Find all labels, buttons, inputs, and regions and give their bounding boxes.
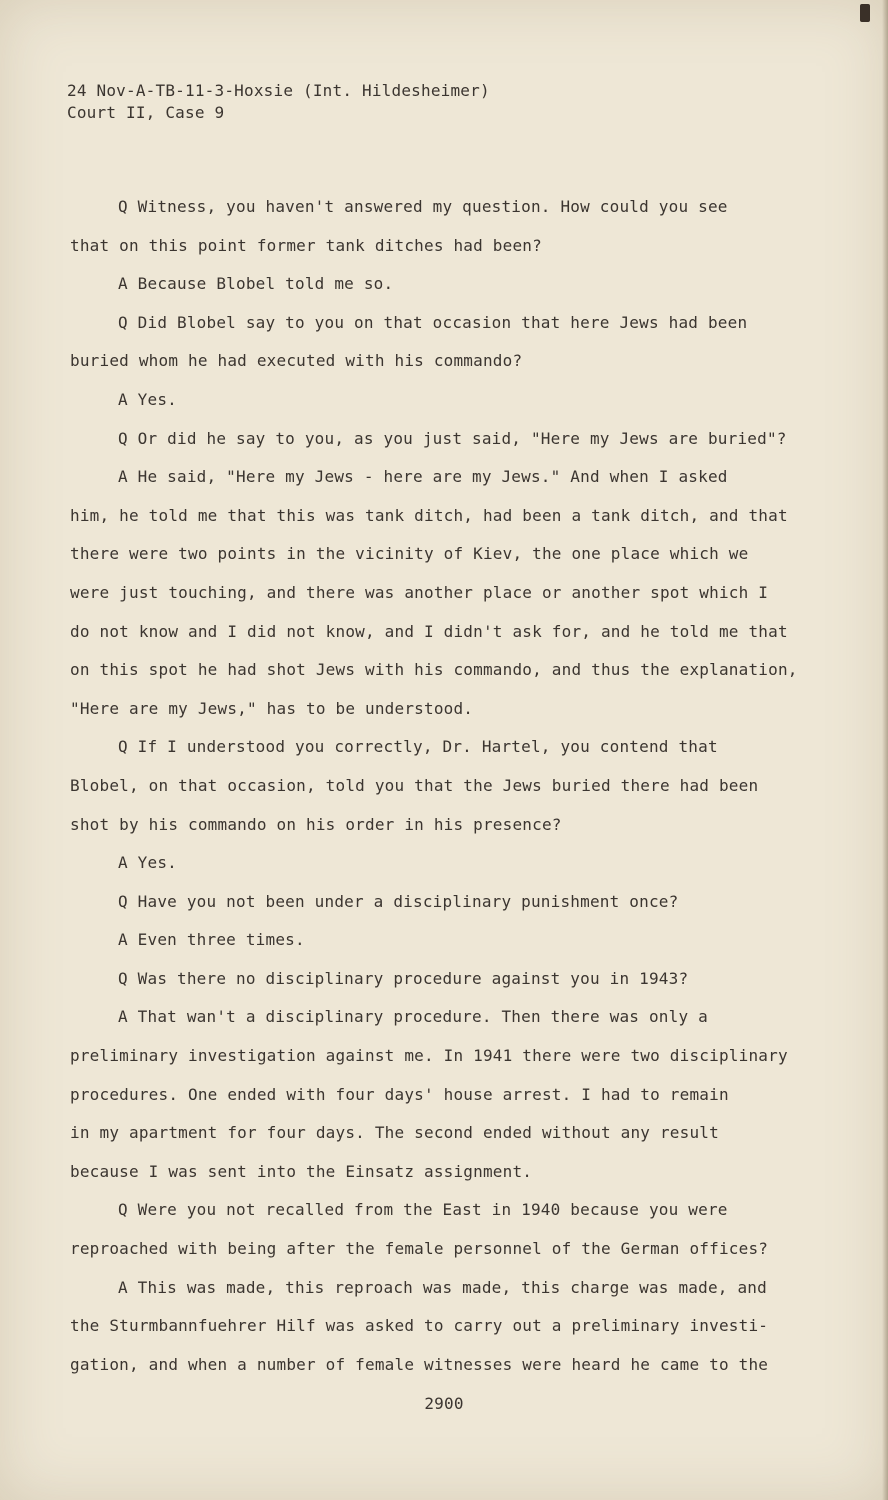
page-number: 2900 — [424, 1394, 464, 1413]
corner-tab-mark — [860, 4, 870, 22]
page-edge-shadow — [882, 0, 888, 1500]
transcript-line: him, he told me that this was tank ditch, had been a tank ditch, and that — [70, 505, 788, 525]
transcript-line: were just touching, and there was another place or another spot which I — [70, 582, 769, 602]
transcript-line: do not know and I did not know, and I didn't ask for, and he told me that — [70, 621, 788, 641]
transcript-line: procedures. One ended with four days' house arrest. I had to remain — [70, 1084, 729, 1104]
transcript-line: Q Did Blobel say to you on that occasion that here Jews had been — [118, 312, 748, 332]
transcript-line: because I was sent into the Einsatz assignment. — [70, 1161, 533, 1181]
transcript-line: Blobel, on that occasion, told you that the Jews buried there had been — [70, 775, 759, 795]
transcript-line: Q Or did he say to you, as you just said, "Here my Jews are buried"? — [118, 428, 787, 448]
transcript-line: gation, and when a number of female witnesses were heard he came to the — [70, 1354, 769, 1374]
transcript-line: buried whom he had executed with his commando? — [70, 351, 523, 371]
transcript-line: preliminary investigation against me. In 1941 there were two disciplinary — [70, 1046, 788, 1066]
transcript-line: Q Was there no disciplinary procedure against you in 1943? — [118, 968, 689, 988]
transcript-line: Q Have you not been under a disciplinary punishment once? — [118, 891, 679, 911]
transcript-line: in my apartment for four days. The second ended without any result — [70, 1123, 719, 1143]
transcript-line: A Because Blobel told me so. — [118, 274, 394, 294]
transcript-line: A This was made, this reproach was made, this charge was made, and — [118, 1277, 767, 1297]
transcript-line: Q Were you not recalled from the East in 1940 because you were — [118, 1200, 728, 1220]
transcript-line: "Here are my Jews," has to be understood. — [70, 698, 474, 718]
transcript-line: there were two points in the vicinity of Kiev, the one place which we — [70, 544, 749, 564]
transcript-line: the Sturmbannfuehrer Hilf was asked to carry out a preliminary investi- — [70, 1316, 769, 1336]
document-header — [67, 80, 490, 124]
transcript-line: A He said, "Here my Jews - here are my Jews." And when I asked — [118, 467, 728, 487]
transcript-line: A That wan't a disciplinary procedure. Then there was only a — [118, 1007, 708, 1027]
transcript-line: that on this point former tank ditches had been? — [70, 235, 542, 255]
transcript-line: reproached with being after the female personnel of the German offices? — [70, 1239, 769, 1259]
transcript-line: shot by his commando on his order in his presence? — [70, 814, 562, 834]
transcript-body — [70, 188, 798, 1384]
transcript-line: A Yes. — [118, 389, 177, 409]
transcript-line: Q If I understood you correctly, Dr. Hartel, you contend that — [118, 737, 718, 757]
transcript-line: Q Witness, you haven't answered my question. How could you see — [118, 197, 728, 216]
header-court-case: Court II, Case 9 — [67, 103, 225, 122]
transcript-line: A Even three times. — [118, 930, 305, 950]
transcript-line: on this spot he had shot Jews with his commando, and thus the explanation, — [70, 660, 798, 680]
header-case-reference: 24 Nov-A-TB-11-3-Hoxsie (Int. Hildesheimer) — [67, 81, 490, 100]
transcript-line: A Yes. — [118, 853, 177, 873]
